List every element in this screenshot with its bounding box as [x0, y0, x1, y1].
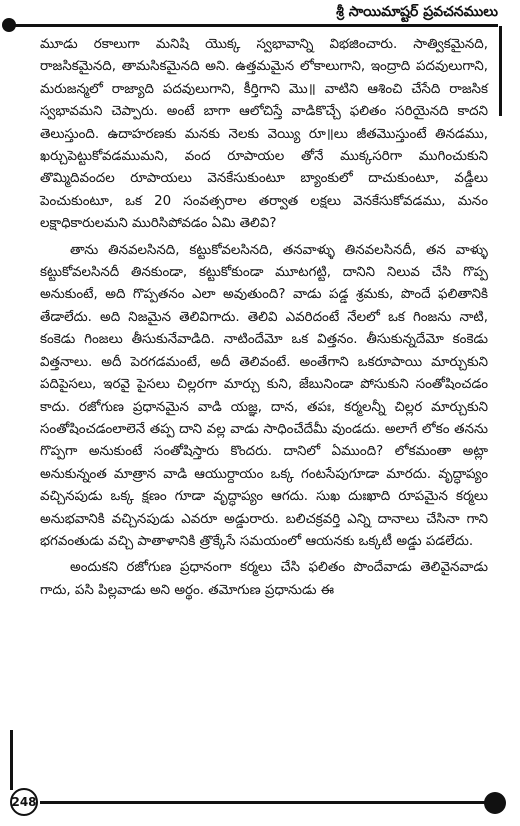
header-rule	[8, 24, 498, 27]
footer-rule	[40, 801, 494, 804]
body-text	[40, 34, 488, 606]
running-header-title: శ్రీ సాయిమాష్టర్ ప్రవచనములు	[336, 4, 498, 20]
page-number: 248	[10, 788, 38, 816]
paragraph-2: తాను తినవలసినది, కట్టుకోవలసినది, తనవాళ్ళు తినవలసినదీ, తన వాళ్ళు కట్టుకోవలసినదీ తినకుండా, కట్టుకోకుండా మూటగట్టి, దానిని నిలువ చేసి గొప్ప అనుకుంటే, అది గొప్పతనం ఎలా అవుతుంది? వాడు పడ్డ శ్రమకు, పొందే ఫలితానికి తేడాలేదు. అది నిజమైన తెలివిగాదు. తెలివి ఎవరిదంటే నేలలో ఒక గింజను నాటి, కంకెడు గింజలు తీసుకునేవాడిది. నాటిందేమో ఒక విత్తనం. తీసుకున్నదేమో కంకెడు విత్తనాలు. అదీ పెరగడమంటే, అదీ తెలివంటే. అంతేగాని ఒకరూపాయి మార్చుకుని పదిపైసలు, ఇరవై పైసలు చిల్లరగా మార్చు కుని, జేబునిండా పోసుకుని సంతోషించడం కాదు. రజోగుణ ప్రధానమైన వాడి యజ్ఞ, దాన, తపః, కర్మలన్నీ చిల్లర మార్చుకుని సంతోషించడంలాలెనే తప్ప దాని వల్ల వాడు సాధించేదేమీ వుండదు. అలాగే లోకం తనను గొప్పగా అనుకుంటే సంతోషిస్తారు కొందరు. దానిలో ఏముంది? లోకమంతా అట్లా అనుకున్నంత మాత్రాన వాడి ఆయుర్దాయం ఒక్క గంటసేపుగూడా మారదు. వృద్ధాప్యం వచ్చినపుడు ఒక్క క్షణం గూడా వృద్ధాప్యం ఆగదు. సుఖ దుఃఖాది రూపమైన కర్మలు అనుభవానికి వచ్చినపుడు ఎవరూ అడ్డురారు. బలిచక్రవర్తి ఎన్ని దానాలు చేసినా గాని భగవంతుడు వచ్చి పాతాళానికి త్రొక్కేసే సమయంలో ఆయనకు ఒక్కటీ అడ్డు పడలేదు.	[40, 242, 488, 549]
side-rule-right	[499, 26, 502, 116]
footer-ornament-dot	[484, 792, 506, 814]
side-rule-left	[10, 730, 13, 790]
paragraph-1: మూడు రకాలుగా మనిషి యొక్క స్వభావాన్ని విభజించారు. సాత్వికమైనది, రాజసికమైనది, తామసికమైనది అని. ఉత్తమమైన లోకాలుగాని, ఇంద్రాది పదవులుగాని, మరుజన్మలో రాజ్యాది పదవులుగాని, కీర్తిగాని మొ॥ వాటిని ఆశించి చేసేది రాజసిక స్వభావమని చెప్పారు. అంటే బాగా ఆలోచిస్తే వాడికొచ్చే ఫలితం సరియైనది కాదని తెలుస్తుంది. ఉదాహరణకు మనకు నెలకు వెయ్యి రూ॥లు జీతమొస్తుంటే తినడము, ఖర్చుపెట్టుకోవడముమని, వంద రూపాయల తోనే ముక్కసరిగా ముగించుకుని తొమ్మిదివందల రూపాయలు వెనకేసుకుంటూ బ్యాంకులో దాచుకుంటూ, వడ్డీలు పెంచుకుంటూ, ఒక 20 సంవత్సరాల తర్వాత లక్షలు వెనకేసుకోవడము, మనం లక్షాధికారులమని మురిసిపోవడం ఏమి తెలివి?	[40, 37, 488, 232]
paragraph-3: అందుకని రజోగుణ ప్రధానంగా కర్మలు చేసి ఫలితం పొందేవాడు తెలివైనవాడు గాదు, పసి పిల్లవాడు అని అర్థం. తమోగుణ ప్రధానుడు ఈ	[40, 560, 488, 598]
